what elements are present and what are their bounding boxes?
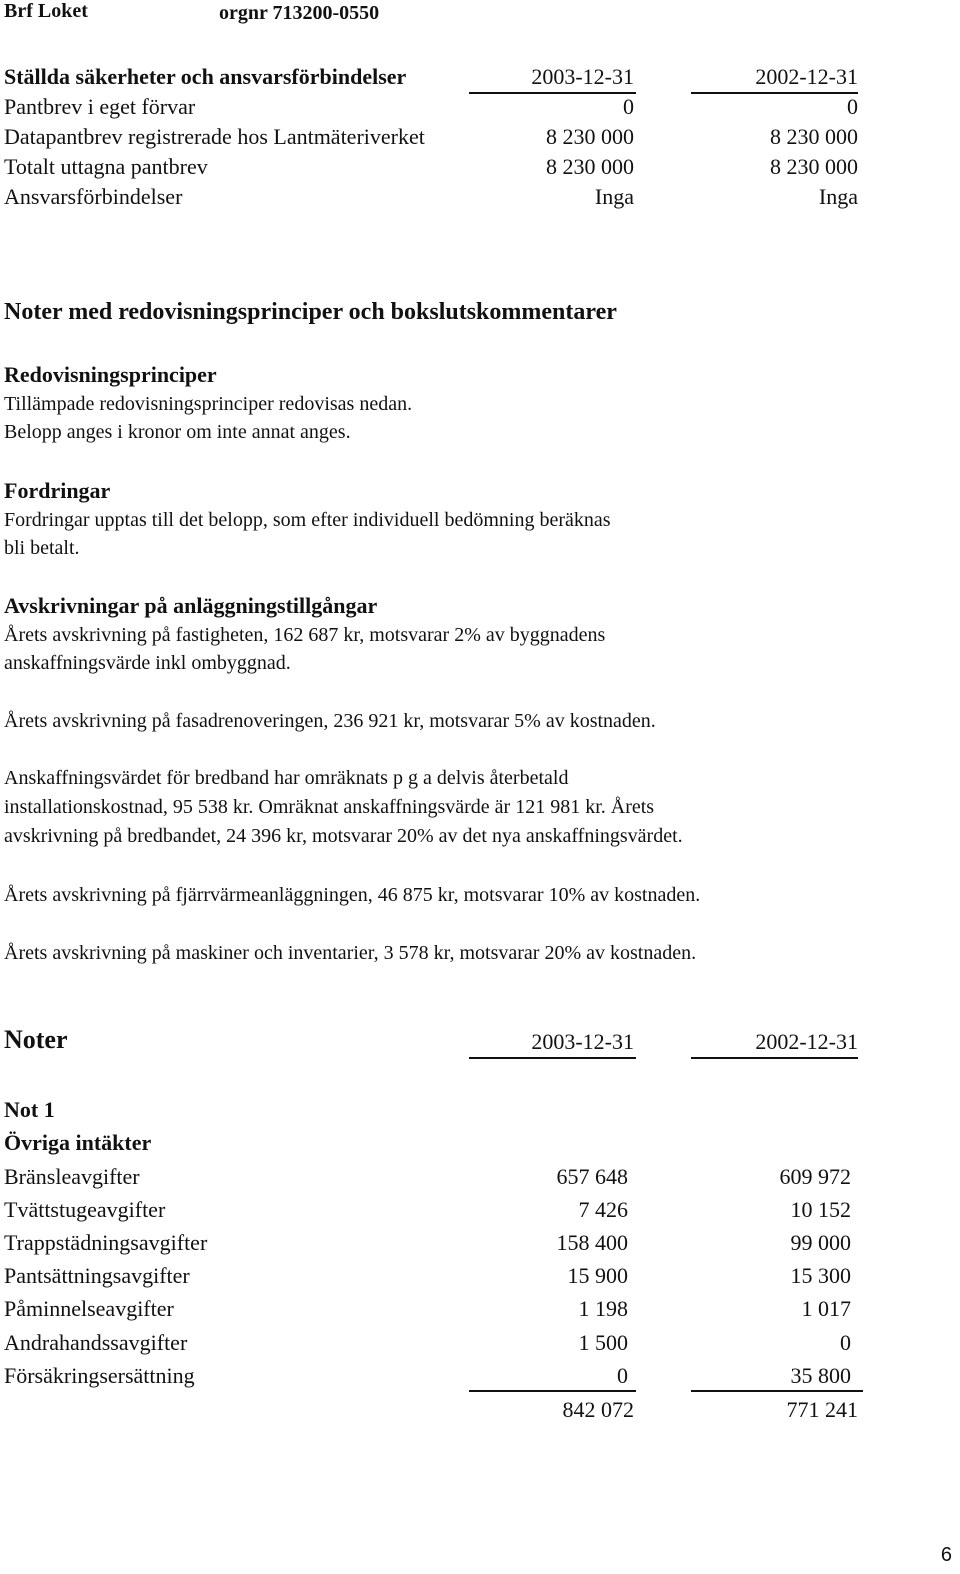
depreciation-text: Årets avskrivning på fasadrenoveringen, 236 921 kr, motsvarar 5% av kostnaden. xyxy=(4,710,656,732)
org-number: orgnr 713200-0550 xyxy=(219,2,380,24)
note1-row-value-2003: 15 900 xyxy=(567,1263,628,1288)
receivables-text: bli betalt. xyxy=(4,537,80,559)
note1-row-value-2003: 0 xyxy=(617,1363,628,1388)
depreciation-text: Årets avskrivning på fastigheten, 162 687 kr, motsvarar 2% av byggnadens xyxy=(4,624,606,646)
note1-row-label: Försäkringsersättning xyxy=(4,1363,195,1388)
note1-row-value-2003: 657 648 xyxy=(556,1164,628,1189)
note1-row-label: Andrahandssavgifter xyxy=(4,1330,188,1355)
pledges-row-label: Datapantbrev registrerade hos Lantmäteriverket xyxy=(4,124,425,149)
pledges-row-label: Totalt uttagna pantbrev xyxy=(4,154,208,179)
pledges-row-value-2002: 8 230 000 xyxy=(770,124,858,149)
pledges-col2-header: 2002-12-31 xyxy=(755,64,858,89)
depreciation-text: Årets avskrivning på maskiner och inventarier, 3 578 kr, motsvarar 20% av kostnaden. xyxy=(4,942,697,964)
depreciation-heading: Avskrivningar på anläggningstillgångar xyxy=(4,593,378,618)
pledges-row-value-2002: Inga xyxy=(818,184,858,209)
note1-row-label: Tvättstugeavgifter xyxy=(4,1197,166,1222)
notes-col1-rule xyxy=(469,1057,636,1059)
org-name: Brf Loket xyxy=(4,0,88,22)
note1-total-2003: 842 072 xyxy=(562,1397,634,1422)
depreciation-text: Årets avskrivning på fjärrvärmeanläggningen, 46 875 kr, motsvarar 10% av kostnaden. xyxy=(4,884,701,906)
note1-number: Not 1 xyxy=(4,1097,55,1122)
receivables-text: Fordringar upptas till det belopp, som efter individuell bedömning beräknas xyxy=(4,509,611,531)
pledges-row-value-2003: 8 230 000 xyxy=(546,154,634,179)
pledges-row-value-2003: 0 xyxy=(623,94,634,119)
note1-row-label: Pantsättningsavgifter xyxy=(4,1263,190,1288)
depreciation-text: installationskostnad, 95 538 kr. Omräknat anskaffningsvärde är 121 981 kr. Årets xyxy=(4,796,655,818)
note1-row-value-2002: 35 800 xyxy=(790,1363,851,1388)
notes-intro-title: Noter med redovisningsprinciper och bokslutskommentarer xyxy=(4,299,617,325)
receivables-heading: Fordringar xyxy=(4,478,111,503)
depreciation-text: Anskaffningsvärdet för bredband har omräknats p g a delvis återbetald xyxy=(4,767,569,789)
note1-row-value-2002: 0 xyxy=(840,1330,851,1355)
note1-row-label: Bränsleavgifter xyxy=(4,1164,140,1189)
note1-total-rule-2002 xyxy=(691,1390,863,1392)
notes-col1-header: 2003-12-31 xyxy=(531,1029,634,1054)
pledges-row-value-2002: 8 230 000 xyxy=(770,154,858,179)
note1-row-value-2002: 609 972 xyxy=(779,1164,851,1189)
note1-row-value-2002: 10 152 xyxy=(790,1197,851,1222)
note1-row-value-2002: 15 300 xyxy=(790,1263,851,1288)
depreciation-text: anskaffningsvärde inkl ombyggnad. xyxy=(4,652,291,674)
note1-title: Övriga intäkter xyxy=(4,1130,152,1155)
depreciation-text: avskrivning på bredbandet, 24 396 kr, motsvarar 20% av det nya anskaffningsvärdet. xyxy=(4,825,683,847)
note1-total-rule-2003 xyxy=(469,1390,636,1392)
note1-row-label: Påminnelseavgifter xyxy=(4,1296,174,1321)
note1-row-value-2002: 1 017 xyxy=(801,1296,851,1321)
note1-row-label: Trappstädningsavgifter xyxy=(4,1230,208,1255)
pledges-row-value-2002: 0 xyxy=(847,94,858,119)
pledges-col1-header: 2003-12-31 xyxy=(531,64,634,89)
notes-col2-header: 2002-12-31 xyxy=(755,1029,858,1054)
note1-row-value-2003: 1 198 xyxy=(578,1296,628,1321)
note1-total-2002: 771 241 xyxy=(786,1397,858,1422)
pledges-row-value-2003: Inga xyxy=(594,184,634,209)
principles-text: Belopp anges i kronor om inte annat anges. xyxy=(4,421,351,443)
note1-row-value-2003: 7 426 xyxy=(578,1197,628,1222)
pledges-title: Ställda säkerheter och ansvarsförbindelser xyxy=(4,64,407,89)
note1-row-value-2003: 1 500 xyxy=(578,1330,628,1355)
page-number: 6 xyxy=(940,1544,952,1566)
pledges-row-value-2003: 8 230 000 xyxy=(546,124,634,149)
note1-row-value-2003: 158 400 xyxy=(556,1230,628,1255)
notes-title: Noter xyxy=(4,1025,68,1054)
principles-text: Tillämpade redovisningsprinciper redovisas nedan. xyxy=(4,393,413,415)
pledges-row-label: Ansvarsförbindelser xyxy=(4,184,183,209)
note1-row-value-2002: 99 000 xyxy=(790,1230,851,1255)
pledges-row-label: Pantbrev i eget förvar xyxy=(4,94,196,119)
notes-col2-rule xyxy=(691,1057,858,1059)
principles-heading: Redovisningsprinciper xyxy=(4,362,217,387)
